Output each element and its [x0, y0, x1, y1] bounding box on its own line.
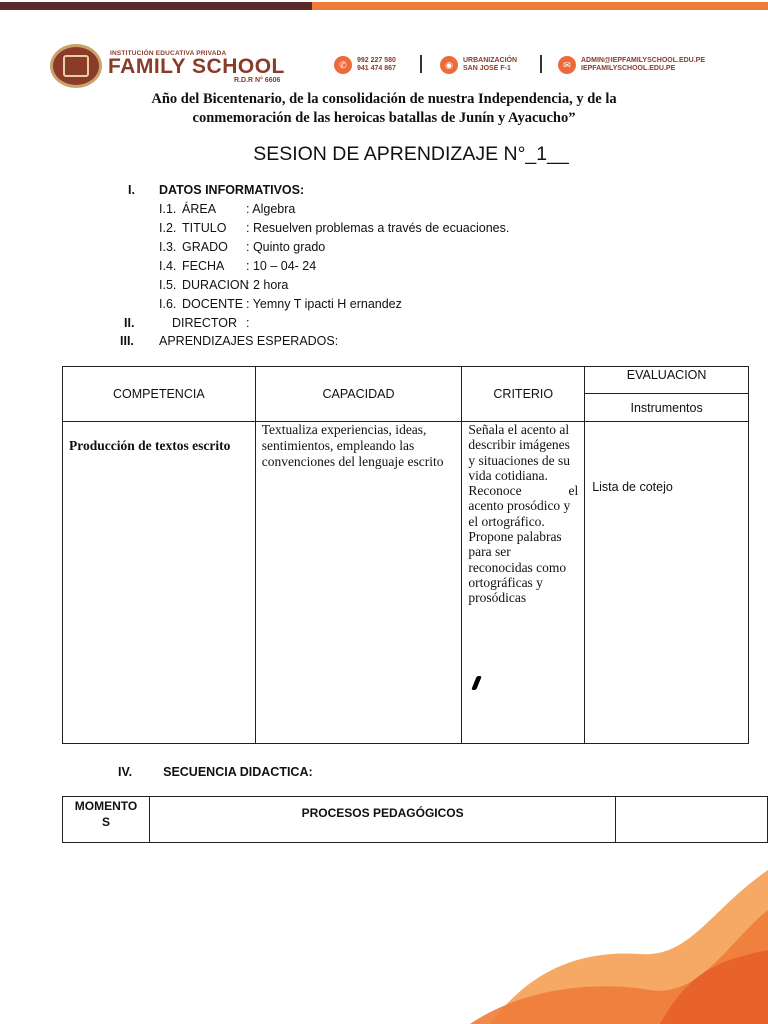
school-seal-logo [50, 44, 102, 88]
header-instrumentos: Instrumentos [585, 394, 749, 422]
cell-instrumento: Lista de cotejo [585, 422, 749, 744]
item-value: : Yemny T ipacti H ernandez [246, 297, 402, 311]
address-line-1: URBANIZACIÓN [463, 57, 518, 64]
section-3-title: APRENDIZAJES ESPERADOS: [159, 334, 339, 348]
address-contact [440, 56, 517, 74]
phone-line-1: 992 227 580 [357, 57, 396, 64]
decorative-wave-shape [470, 850, 768, 1024]
section-2-value: : [246, 316, 250, 330]
header-empty-cell [616, 797, 768, 843]
item-value: : Quinto grado [246, 240, 326, 254]
item-number: I.2. [159, 221, 177, 235]
school-name: FAMILY SCHOOL [108, 55, 285, 78]
criterio-line: para ser [468, 544, 511, 560]
top-bar-orange-segment [312, 2, 768, 10]
item-value: : Resuelven problemas a través de ecuaciones. [246, 221, 510, 235]
header-procesos: PROCESOS PEDAGÓGICOS [149, 797, 615, 843]
header-capacidad: CAPACIDAD [255, 367, 462, 422]
item-number: I.3. [159, 240, 177, 254]
registration-number: R.D.R N° 6606 [234, 77, 281, 84]
didactic-sequence-table [62, 796, 768, 843]
top-color-bar [0, 2, 768, 10]
criterio-line: vida cotidiana. [468, 467, 548, 483]
section-3-number: III. [120, 334, 134, 348]
email-icon: ✉ [558, 56, 576, 74]
item-label: ÁREA [182, 202, 217, 216]
section-2-title: DIRECTOR [172, 316, 238, 330]
competencies-table [62, 366, 749, 744]
item-label: FECHA [182, 259, 225, 273]
criterio-line: y situaciones de su [468, 452, 570, 468]
email-line-2: IEPFAMILYSCHOOL.EDU.PE [581, 65, 676, 72]
criterio-line: describir imágenes [468, 437, 570, 453]
phone-contact [334, 56, 396, 74]
cell-criterio [462, 422, 585, 744]
email-contact [558, 56, 705, 74]
header-competencia: COMPETENCIA [63, 367, 256, 422]
location-pin-icon: ◉ [440, 56, 458, 74]
contact-divider [420, 55, 422, 73]
section-4-number: IV. [118, 765, 133, 779]
criterio-line: ortográficas y [468, 574, 543, 590]
criterio-line: el ortográfico. [468, 513, 545, 529]
item-number: I.6. [159, 297, 177, 311]
item-label: GRADO [182, 240, 228, 254]
motto-line-1: Año del Bicentenario, de la consolidación de nuestra Independencia, y de la [151, 91, 617, 107]
cell-capacidad: Textualiza experiencias, ideas, sentimientos, empleando las convenciones del lenguaje escrito [255, 422, 462, 744]
item-value: : 2 hora [246, 278, 289, 292]
item-number: I.5. [159, 278, 177, 292]
momentos-line-1: MOMENTO [74, 799, 138, 813]
section-2-number: II. [124, 316, 135, 330]
criterio-line: prosódicas [468, 590, 527, 606]
criterio-word: Reconoce [468, 483, 522, 499]
momentos-line-2: S [101, 815, 110, 829]
section-1-number: I. [128, 183, 135, 197]
header-evaluacion: EVALUACION [585, 367, 749, 394]
criterio-line: reconocidas como [468, 559, 567, 575]
item-label: TITULO [182, 221, 227, 235]
criterio-word: el [568, 483, 579, 499]
phone-icon: ✆ [334, 56, 352, 74]
institution-type: INSTITUCIÓN EDUCATIVA PRIVADA [110, 50, 227, 57]
section-4-title: SECUENCIA DIDACTICA: [163, 765, 313, 779]
item-number: I.1. [159, 202, 177, 216]
header-criterio: CRITERIO [462, 367, 585, 422]
letterhead [48, 40, 738, 92]
session-title: SESION DE APRENDIZAJE N°_1__ [253, 143, 569, 165]
criterio-line: Propone palabras [468, 529, 562, 545]
criterio-line: Señala el acento al [468, 422, 570, 437]
section-1-title: DATOS INFORMATIVOS: [159, 183, 305, 197]
criterio-line: acento prosódico y [468, 498, 571, 514]
contact-divider [540, 55, 542, 73]
email-line-1: ADMIN@IEPFAMILYSCHOOL.EDU.PE [581, 57, 706, 64]
section-4-heading [118, 765, 313, 779]
item-value: : Algebra [246, 202, 296, 216]
address-line-2: SAN JOSE F-1 [463, 65, 511, 72]
header-momentos [63, 797, 150, 843]
item-label: DOCENTE [182, 297, 244, 311]
item-number: I.4. [159, 259, 177, 273]
motto-line-2: conmemoración de las heroicas batallas de Junín y Ayacucho” [192, 110, 576, 126]
item-label: DURACION [182, 278, 249, 292]
year-motto [84, 90, 684, 128]
criterio-line-justified [468, 483, 578, 498]
top-bar-dark-segment [0, 2, 312, 10]
phone-line-2: 941 474 867 [357, 65, 396, 72]
item-value: : 10 – 04- 24 [246, 259, 317, 273]
cell-competencia: Producción de textos escrito [63, 422, 256, 744]
